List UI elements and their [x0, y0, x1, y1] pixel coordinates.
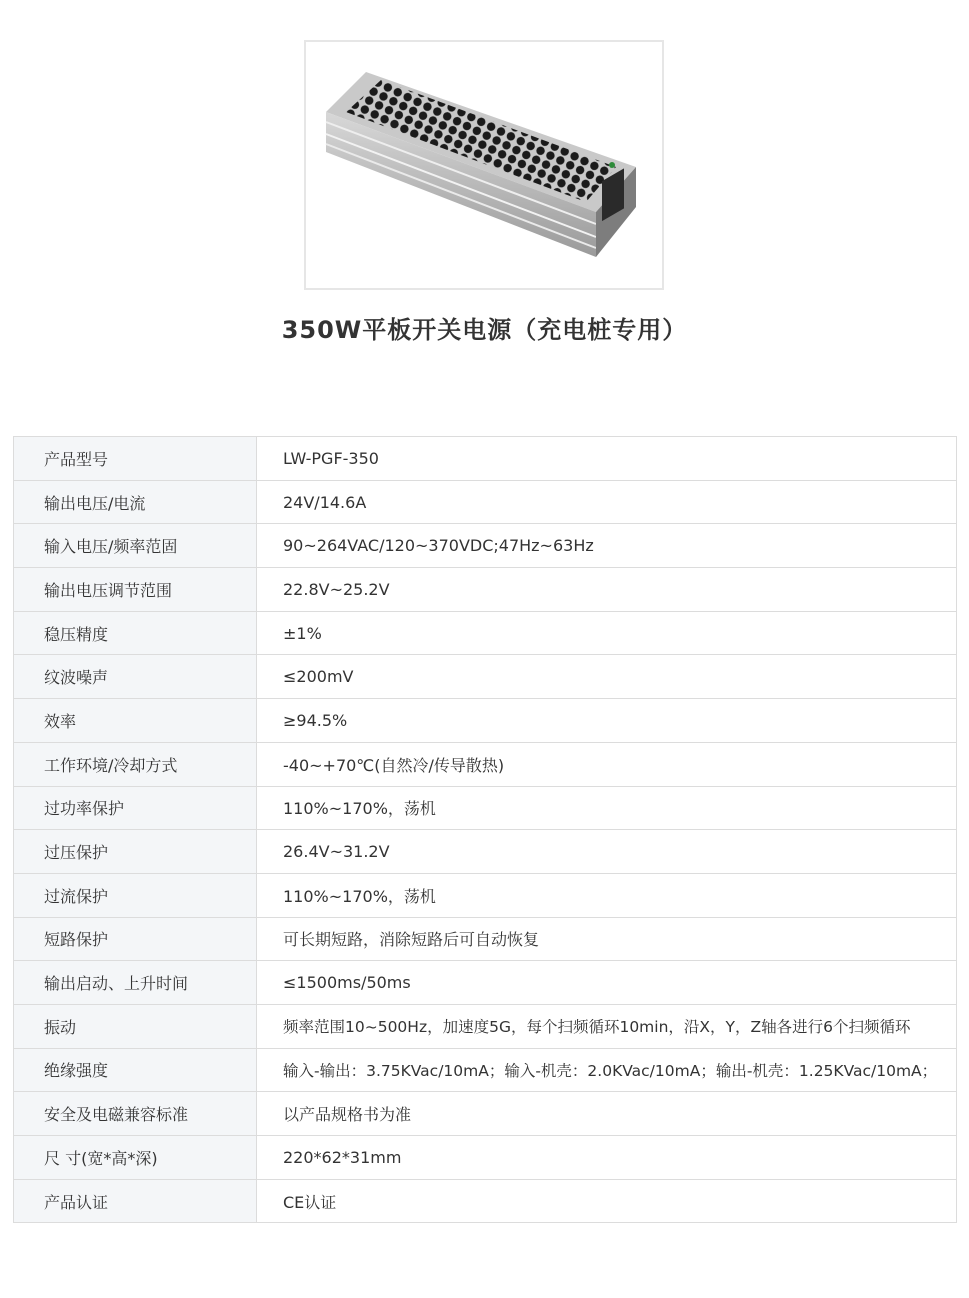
spec-value: 可长期短路，消除短路后可自动恢复 [257, 917, 957, 961]
spec-value: -40~+70℃(自然冷/传导散热) [257, 742, 957, 786]
spec-label: 振动 [14, 1004, 257, 1048]
spec-row [14, 437, 957, 481]
spec-row [14, 611, 957, 655]
spec-row [14, 1004, 957, 1048]
spec-label: 安全及电磁兼容标准 [14, 1092, 257, 1136]
spec-value: 220*62*31mm [257, 1136, 957, 1180]
spec-value: 以产品规格书为准 [257, 1092, 957, 1136]
spec-value: ≤200mV [257, 655, 957, 699]
spec-label: 稳压精度 [14, 611, 257, 655]
spec-row [14, 786, 957, 830]
spec-value: ≥94.5% [257, 699, 957, 743]
spec-row [14, 961, 957, 1005]
spec-label: 过压保护 [14, 830, 257, 874]
spec-value: 22.8V~25.2V [257, 568, 957, 612]
power-supply-image [306, 42, 662, 288]
spec-row [14, 830, 957, 874]
spec-row [14, 1092, 957, 1136]
product-title: 350W平板开关电源（充电桩专用） [281, 316, 688, 344]
spec-label: 纹波噪声 [14, 655, 257, 699]
spec-label: 输出启动、上升时间 [14, 961, 257, 1005]
spec-value: 110%~170%，荡机 [257, 873, 957, 917]
spec-value: 26.4V~31.2V [257, 830, 957, 874]
spec-label: 输出电压调节范围 [14, 568, 257, 612]
spec-value: 110%~170%，荡机 [257, 786, 957, 830]
spec-label: 效率 [14, 699, 257, 743]
product-image-frame [304, 40, 664, 290]
spec-row [14, 699, 957, 743]
spec-value: 输入-输出：3.75KVac/10mA；输入-机壳：2.0KVac/10mA；输出-机壳：1.25KVac/10mA； [257, 1048, 957, 1092]
spec-label: 产品型号 [14, 437, 257, 481]
spec-row [14, 873, 957, 917]
spec-label: 输入电压/频率范固 [14, 524, 257, 568]
spec-row [14, 655, 957, 699]
spec-label: 工作环境/冷却方式 [14, 742, 257, 786]
spec-label: 过功率保护 [14, 786, 257, 830]
spec-row [14, 1179, 957, 1223]
spec-label: 输出电压/电流 [14, 480, 257, 524]
spec-label: 绝缘强度 [14, 1048, 257, 1092]
spec-row [14, 742, 957, 786]
spec-label: 尺 寸(宽*高*深) [14, 1136, 257, 1180]
spec-row [14, 524, 957, 568]
spec-row [14, 568, 957, 612]
spec-value: ±1% [257, 611, 957, 655]
spec-value: 频率范围10~500Hz，加速度5G，每个扫频循环10min，沿X，Y，Z轴各进行6个扫频循环 [257, 1004, 957, 1048]
spec-label: 产品认证 [14, 1179, 257, 1223]
spec-row [14, 480, 957, 524]
spec-value: LW-PGF-350 [257, 437, 957, 481]
spec-label: 短路保护 [14, 917, 257, 961]
spec-label: 过流保护 [14, 873, 257, 917]
spec-row [14, 1048, 957, 1092]
spec-row [14, 1136, 957, 1180]
spec-row [14, 917, 957, 961]
spec-value: CE认证 [257, 1179, 957, 1223]
spec-value: 90~264VAC/120~370VDC;47Hz~63Hz [257, 524, 957, 568]
spec-table [13, 436, 957, 1223]
spec-value: 24V/14.6A [257, 480, 957, 524]
spec-value: ≤1500ms/50ms [257, 961, 957, 1005]
